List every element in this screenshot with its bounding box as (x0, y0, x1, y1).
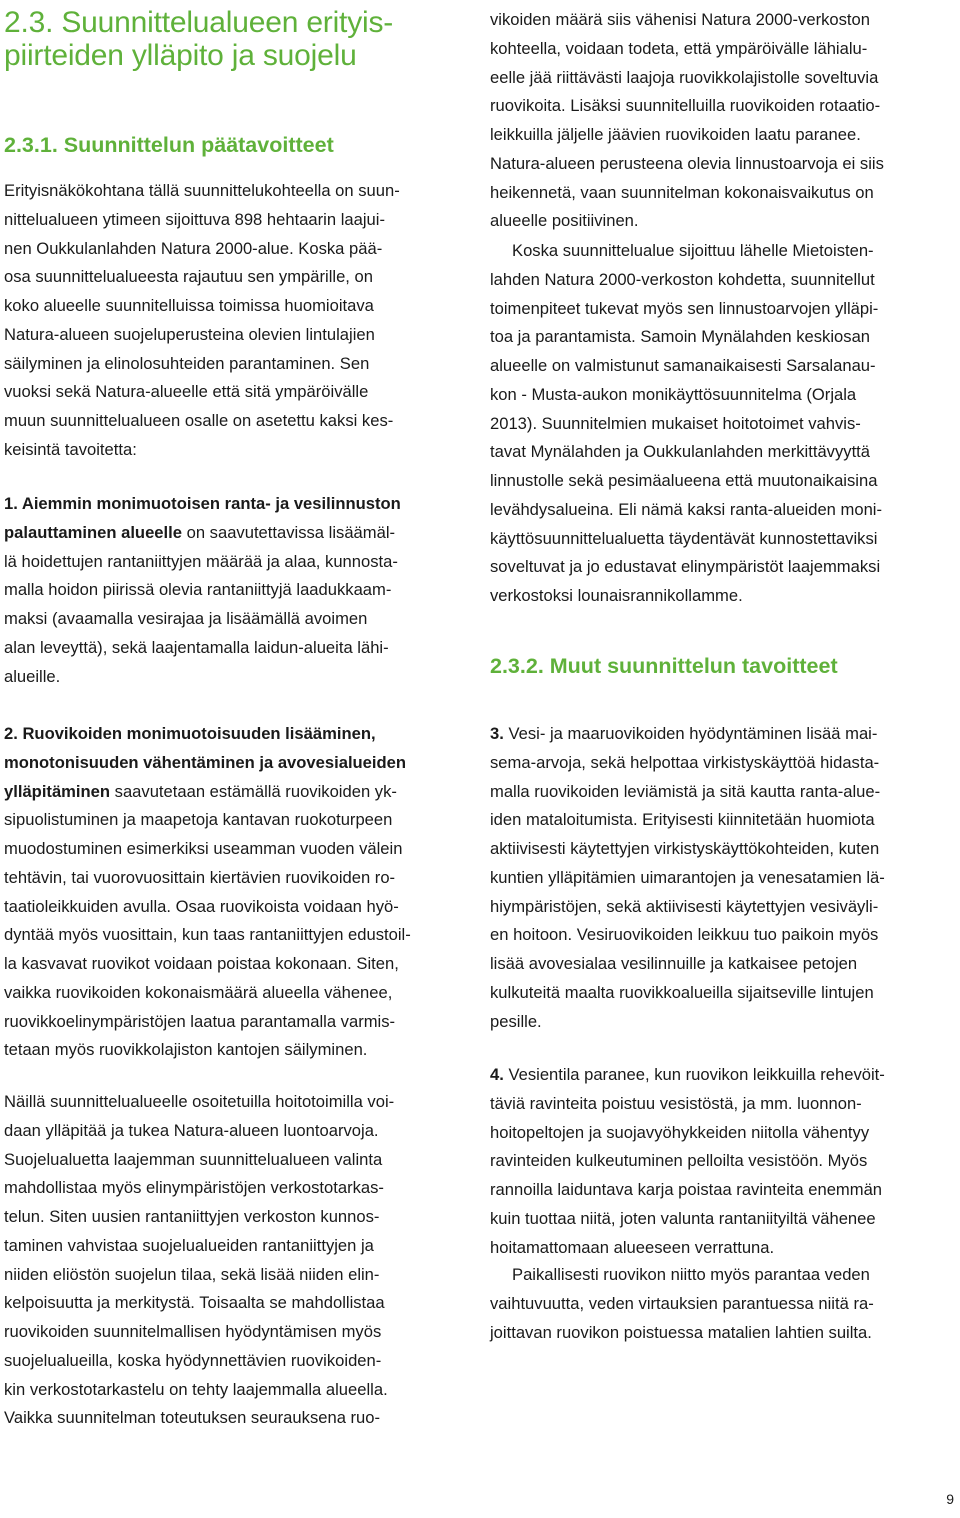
goal-item-1 (4, 490, 460, 691)
mietoistenlahti-paragraph: Koska suunnittelualue sijoittuu lähelle Mietoisten- lahden Natura 2000-verkoston kohdetta, suunnitellut toimenpiteet tukevat myös sen linnustoarvojen ylläpi- toa ja parantamista. Samoin Mynälahden keskiosan alueelle on valmistunut samanaikaisesti Sarsalanau- kon - Musta-aukon monikäyttösuunnitelma (Orjala 2013). Suunnitelmien mukaiset hoitotoimet vahvis- tavat Mynälahden ja Oukkulanlahden merkittävyyttä linnustolle sekä pesimäalueena että muutonaikaisina levähdysalueina. Eli nämä kaksi ranta-alueiden moni- käyttösuunnittelualuetta täydentävät kunnostettaviksi soveltuvat ja jo edustavat elinympäristöt laajemmaksi verkostoksi lounaisrannikollamme. (490, 241, 883, 605)
conclusion-continuation: vikoiden määrä siis vähenisi Natura 2000-verkoston kohteella, voidaan todeta, että ympäröivälle lähialu- eelle jää riittävästi laajoja ruovikkolajistolle soveltuvia ruovikoita. Lisäksi suunnitelluilla ruovikoiden rotaatio- leikkuilla jäljelle jäävien ruovikoiden laatu paranee. Natura-alueen perusteena olevia linnustoarvoja ei siis heikennetä, vaan suunnitelman kokonaisvaikutus on alueelle positiivinen. (490, 10, 884, 231)
goal-item-4-text: Vesientila paranee, kun ruovikon leikkuilla rehevöit- täviä ravinteita poistuu vesistöstä, ja mm. luonnon- hoitopeltojen ja suojavyöhykkeiden niitolla vähentyy ravinteiden kulkeutuminen pelloilta vesistöön. Myös rannoilla laiduntava karja poistaa ravinteita enemmän kuin tuottaa niitä, joten valunta rantaniityiltä vähenee hoitamattomaan alueeseen verrattuna. (490, 1065, 885, 1257)
water-exchange-paragraph: Paikallisesti ruovikon niitto myös parantaa veden vaihtuvuutta, veden virtauksien parantuessa niitä ra- joittavan ruovikon poistuessa matalien lahtien suilta. (490, 1265, 874, 1342)
goal-item-1-label: 1. Aiemmin monimuotoisen ranta- ja vesilinnuston palauttaminen alueelle (4, 494, 401, 542)
subsection-title-main-goals: 2.3.1. Suunnittelun päätavoitteet (4, 133, 334, 157)
intro-paragraph: Erityisnäkökohtana tällä suunnittelukohteella on suun- nittelualueen ytimeen sijoittuva 898 hehtaarin laajui- nen Oukkulanlahden Natura 2000-alue. Koska pää- osa suunnittelualueesta rajautuu sen ympärille, on koko alueelle suunnitelluissa toimissa huomioitava Natura-alueen suojeluperusteina olevien lintulajien säilyminen ja elinolosuhteiden parantaminen. Sen vuoksi sekä Natura-alueelle että sitä ympäröivälle muun suunnittelualueen osalle on asetettu kaksi kes- keisintä tavoitetta: (4, 181, 400, 459)
conclusion-paragraph: Näillä suunnittelualueelle osoitetuilla hoitotoimilla voi- daan ylläpitää ja tukea Natura-alueen luontoarvoja. Suojelualuetta laajemman suunnittelualueen valinta mahdollistaa myös elinympäristöjen verkostotarkas- telun. Siten uusien rantaniittyjen verkoston kunnos- taminen vahvistaa suojelualueiden rantaniittyjen ja niiden eliöstön suojelun tilaa, sekä lisää niiden elin- kelpoisuutta ja merkitystä. Toisaalta se mahdollistaa ruovikoiden suunnitelmallisen hyödyntämisen myös suojelualueilla, koska hyödynnettävien ruovikoiden- kin verkostotarkastelu on tehty laajemmalla alueella. Vaikka suunnitelman toteutuksen seurauksena ruo- (4, 1092, 395, 1428)
goal-item-2-label: 2. Ruovikoiden monimuotoisuuden lisääminen, monotonisuuden vähentäminen ja avovesialueiden ylläpitäminen (4, 724, 407, 801)
subsection-title-other-goals: 2.3.2. Muut suunnittelun tavoitteet (490, 654, 838, 678)
goal-item-2 (4, 720, 460, 1065)
goal-item-3 (490, 720, 946, 1036)
page-number: 9 (946, 1491, 954, 1507)
goal-item-4 (490, 1061, 946, 1262)
goal-item-3-label: 3. (490, 724, 504, 743)
goal-item-1-text: on saavutettavissa lisäämäl- lä hoidettujen rantaniittyjen määrää ja alaa, kunnosta- malla hoidon piirissä olevia rantaniittyjä laadukkaam- maksi (avaamalla vesirajaa ja lisäämällä avoimen alan leveyttä), sekä laajentamalla laidun-alueita lähi- alueille. (4, 522, 398, 686)
goal-item-4-label: 4. (490, 1065, 504, 1084)
section-title: 2.3. Suunnittelualueen erityis- piirteiden ylläpito ja suojelu (4, 6, 394, 72)
goal-item-3-text: Vesi- ja maaruovikoiden hyödyntäminen lisää mai- sema-arvoja, sekä helpottaa virkistyskäyttöä hidasta- malla ruovikoiden leviämistä ja sitä kautta ranta-alue- iden mataloitumista. Erityisesti kiinnitetään huomiota aktiivisesti käytettyjen virkistyskäyttökohteiden, kuten kuntien ylläpitämien uimarantojen ja venesatamien lä- hiympäristöjen, sekä aktiivisesti käytettyjen vesiväyli- en hoitoon. Vesiruovikoiden leikkuu tuo paikoin myös lisää avovesialaa vesilinnuille ja katkaisee petojen kulkuteitä maalta ruovikkoalueilla sijaitseville lintujen pesille. (490, 724, 885, 1031)
goal-item-2-text: saavutetaan estämällä ruovikoiden yk- sipuolistuminen ja maapetoja kantavan ruokoturpeen muodostuminen esimerkiksi useamman vuoden välein tehtävin, tai vuorovuosittain kiertävien ruovikoiden ro- taatioleikkuiden avulla. Osaa ruovikoista voidaan hyö- dyntää myös vuosittain, kun taas rantaniittyjen edustoil- la kasvavat ruovikot voidaan poistaa kokonaan. Siten, vaikka ruovikoiden kokonaismäärä alueella vähenee, ruovikkoelinympäristöjen laatua parantamalla varmis- tetaan myös ruovikkolajiston kantojen säilyminen. (4, 781, 411, 1060)
